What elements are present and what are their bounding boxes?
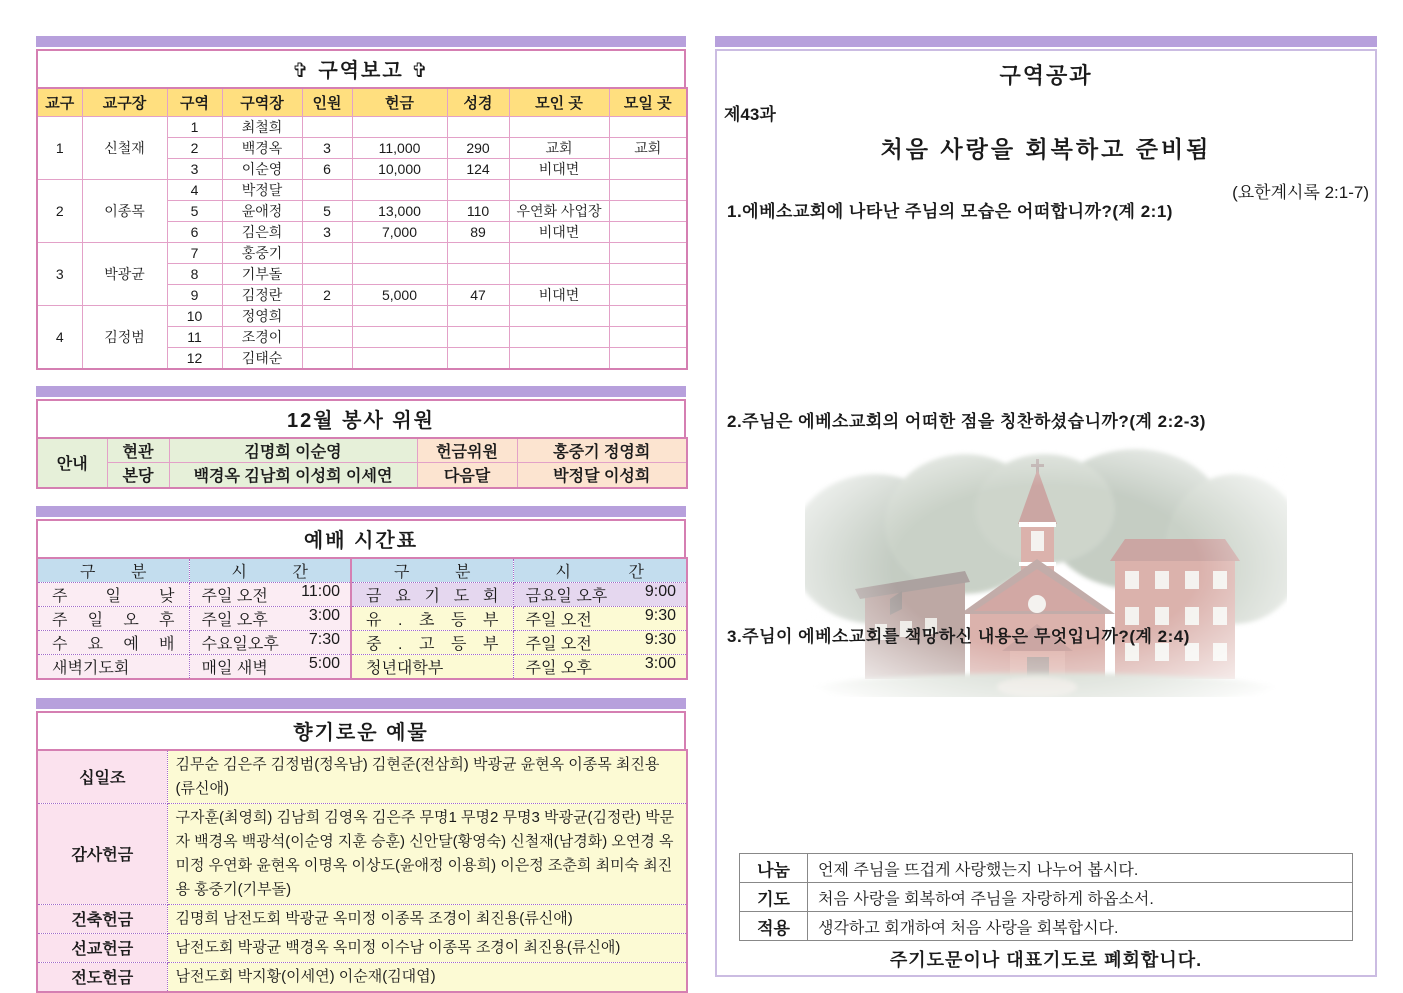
table-cell [189,654,351,679]
table-cell [509,326,609,347]
table-cell: 12 [167,347,222,369]
table-row [740,854,1353,883]
table-row [37,463,687,488]
table-cell [302,305,352,326]
table-cell [352,347,447,369]
schedule-time: 5:00 [308,654,340,672]
schedule-time: 3:00 [308,606,340,624]
table-header-cell: 교구장 [82,88,167,116]
table-cell [609,305,687,326]
lesson-title: 처음 사랑을 회복하고 준비됨 [880,136,1212,162]
table-row [37,582,687,606]
table-cell: 청년대학부 [351,654,513,679]
practice-label: 나눔 [740,854,808,883]
table-cell: 금 요 기 도 회 [351,582,513,606]
table-cell [302,116,352,137]
table-cell [609,116,687,137]
table-header-cell: 인원 [302,88,352,116]
district-report-title-text: 구역보고 [318,60,404,82]
table-cell: 홍중기 [222,242,302,263]
table-header-cell: 구 분 [37,558,189,583]
practice-table [739,853,1353,941]
table-cell [513,654,687,679]
table-cell [447,263,509,284]
table-cell [447,347,509,369]
section-divider-bar [36,36,686,47]
table-cell: 중 . 고 등 부 [351,630,513,654]
table-cell [609,263,687,284]
table-cell [509,116,609,137]
table-cell: 기부돌 [222,263,302,284]
schedule-when: 매일 새벽 [201,659,268,677]
offering-label: 감사헌금 [37,803,167,904]
table-cell: 비대면 [509,221,609,242]
table-row [37,904,687,933]
table-cell: 124 [447,158,509,179]
schedule-time: 9:30 [644,630,676,648]
table-cell: 3 [302,221,352,242]
table-cell: 박정달 [222,179,302,200]
table-cell [302,179,352,200]
bulletin-left-column [36,36,686,993]
table-row [37,962,687,992]
scripture-reference: (요한계시록 2:1-7) [1232,183,1369,202]
lesson-question-3: 3.주님이 에베소교회를 책망하신 내용은 무엇입니까?(계 2:4) [727,627,1190,646]
table-cell [609,284,687,305]
table-cell [609,326,687,347]
section-divider-bar [36,698,686,709]
cross-icon: ✞ [292,60,311,82]
table-cell: 주 일 낮 [37,582,189,606]
offering-names: 남전도회 박광균 백경옥 옥미정 이수남 이종목 조경이 최진용(류신애) [167,933,687,962]
table-cell [352,263,447,284]
cross-icon: ✞ [411,60,430,82]
table-cell: 김정란 [222,284,302,305]
schedule-time: 7:30 [308,630,340,648]
table-row [37,654,687,679]
table-cell [447,305,509,326]
schedule-time: 9:00 [644,582,676,600]
table-cell: 윤애정 [222,200,302,221]
table-cell [447,242,509,263]
table-cell: 3 [167,158,222,179]
church-illustration [805,439,1287,697]
table-cell: 9 [167,284,222,305]
table-cell [352,305,447,326]
table-cell: 47 [447,284,509,305]
table-cell: 교회 [609,137,687,158]
table-row [740,912,1353,941]
section-divider-bar [36,506,686,517]
section-divider-bar [715,36,1377,47]
table-cell [352,326,447,347]
table-cell [509,263,609,284]
table-cell: 조경이 [222,326,302,347]
table-cell: 1 [37,116,82,179]
table-cell: 헌금위원 [417,438,517,463]
worship-schedule-title: 예배 시간표 [36,519,686,557]
table-cell: 수 요 예 배 [37,630,189,654]
table-header-row [37,558,687,583]
table-header-cell: 성경 [447,88,509,116]
table-cell: 4 [37,305,82,369]
schedule-when: 금요일 오후 [525,587,608,605]
table-header-cell: 모인 곳 [509,88,609,116]
lesson-panel [715,49,1377,977]
table-cell: 이종목 [82,179,167,242]
table-cell: 비대면 [509,158,609,179]
table-cell [189,582,351,606]
table-cell: 김정범 [82,305,167,369]
table-cell [447,116,509,137]
table-cell [513,630,687,654]
lesson-question-2: 2.주님은 에베소교회의 어떠한 점을 칭찬하셨습니까?(계 2:2-3) [727,412,1206,431]
table-cell [509,347,609,369]
table-row [37,803,687,904]
table-cell: 2 [37,179,82,242]
table-cell [352,179,447,200]
offering-names: 구자훈(최영희) 김남희 김영옥 김은주 무명1 무명2 무명3 박광균(김정란) 박문자 백경옥 백광석(이순영 지훈 승훈) 신안달(황영숙) 신철재(남경화) 오연경 옥미정 우연화 윤현옥 이명옥 이상도(윤애정 이용희) 이은정 조춘희 최미숙 최진용 홍중기(기부돌) [167,803,687,904]
table-cell [509,242,609,263]
table-cell: 6 [167,221,222,242]
table-row [37,438,687,463]
table-row [37,305,687,326]
table-cell [189,630,351,654]
offering-label: 전도헌금 [37,962,167,992]
table-cell: 10,000 [352,158,447,179]
practice-text: 처음 사랑을 회복하여 주님을 자랑하게 하옵소서. [808,883,1353,912]
section-divider-bar [36,386,686,397]
offering-label: 십일조 [37,750,167,804]
table-cell [189,606,351,630]
offerings-title: 향기로운 예물 [36,711,686,749]
table-cell: 4 [167,179,222,200]
table-cell [302,326,352,347]
table-cell [447,179,509,200]
table-cell: 본당 [107,463,169,488]
table-cell: 우연화 사업장 [509,200,609,221]
table-cell: 이순영 [222,158,302,179]
table-header-cell: 시 간 [513,558,687,583]
table-cell: 신철재 [82,116,167,179]
table-cell: 11,000 [352,137,447,158]
table-cell: 7 [167,242,222,263]
table-cell: 13,000 [352,200,447,221]
table-cell: 5,000 [352,284,447,305]
table-cell: 김태순 [222,347,302,369]
table-cell: 89 [447,221,509,242]
table-cell [609,200,687,221]
table-cell: 다음달 [417,463,517,488]
table-header-cell: 구역 [167,88,222,116]
table-cell: 3 [302,137,352,158]
table-cell [609,158,687,179]
table-cell: 박정달 이성희 [517,463,687,488]
table-cell: 안내 [37,438,107,488]
table-header-cell: 교구 [37,88,82,116]
schedule-when: 수요일오후 [201,635,279,653]
table-cell: 현관 [107,438,169,463]
offerings-table [36,749,688,993]
schedule-time: 3:00 [644,654,676,672]
table-row [37,179,687,200]
table-cell [609,242,687,263]
schedule-when: 주일 오전 [525,611,592,629]
lesson-number: 제43과 [724,105,776,124]
table-cell: 백경옥 [222,137,302,158]
practice-text: 생각하고 회개하여 처음 사랑을 회복합시다. [808,912,1353,941]
closing-statement: 주기도문이나 대표기도로 폐회합니다. [889,950,1203,970]
schedule-when: 주일 오후 [525,659,592,677]
table-header-cell: 구 분 [351,558,513,583]
district-report-title [36,49,686,87]
table-cell [447,326,509,347]
offering-names: 김명희 남전도회 박광균 옥미정 이종목 조경이 최진용(류신애) [167,904,687,933]
watermark-fade [805,439,1287,697]
practice-label: 기도 [740,883,808,912]
schedule-when: 주일 오전 [201,587,268,605]
table-row [37,606,687,630]
practice-text: 언제 주님을 뜨겁게 사랑했는지 나누어 봅시다. [808,854,1353,883]
schedule-time: 11:00 [301,582,340,600]
table-cell: 8 [167,263,222,284]
table-cell: 주 일 오 후 [37,606,189,630]
district-report-table [36,87,688,370]
table-cell [509,179,609,200]
table-cell [513,582,687,606]
table-cell: 10 [167,305,222,326]
table-cell: 교회 [509,137,609,158]
table-cell [352,116,447,137]
table-cell [609,221,687,242]
table-cell [609,179,687,200]
table-cell: 새벽기도회 [37,654,189,679]
table-cell [513,606,687,630]
table-cell: 5 [302,200,352,221]
lesson-question-1: 1.에베소교회에 나타난 주님의 모습은 어떠합니까?(계 2:1) [727,202,1173,221]
table-cell: 110 [447,200,509,221]
table-cell: 6 [302,158,352,179]
table-header-cell: 헌금 [352,88,447,116]
table-header-cell: 모일 곳 [609,88,687,116]
table-cell: 김명희 이순영 [169,438,417,463]
service-committee-table [36,437,688,489]
offering-names: 남전도회 박지황(이세연) 이순재(김대엽) [167,962,687,992]
table-cell: 홍중기 정영희 [517,438,687,463]
offering-label: 선교헌금 [37,933,167,962]
lesson-panel-title: 구역공과 [999,63,1093,88]
table-cell: 유 . 초 등 부 [351,606,513,630]
schedule-when: 주일 오전 [525,635,592,653]
table-cell: 최철희 [222,116,302,137]
table-header-cell: 시 간 [189,558,351,583]
table-header-cell: 구역장 [222,88,302,116]
table-row [37,630,687,654]
table-cell [352,242,447,263]
practice-label: 적용 [740,912,808,941]
table-cell: 7,000 [352,221,447,242]
table-header-row [37,88,687,116]
table-row [37,116,687,137]
schedule-time: 9:30 [644,606,676,624]
table-cell: 5 [167,200,222,221]
offering-label: 건축헌금 [37,904,167,933]
table-row [37,933,687,962]
table-cell [302,242,352,263]
schedule-when: 주일 오후 [201,611,268,629]
table-row [740,883,1353,912]
table-cell: 2 [167,137,222,158]
table-cell: 2 [302,284,352,305]
offering-names: 김무순 김은주 김정범(정옥남) 김현준(전삼희) 박광균 윤현옥 이종목 최진용(류신애) [167,750,687,804]
table-cell: 3 [37,242,82,305]
table-cell: 1 [167,116,222,137]
table-cell: 백경옥 김남희 이성희 이세연 [169,463,417,488]
table-cell: 290 [447,137,509,158]
lesson-right-column [715,36,1377,977]
table-row [37,750,687,804]
table-cell: 정영희 [222,305,302,326]
table-cell: 김은희 [222,221,302,242]
practice-section [739,853,1353,941]
table-cell [609,347,687,369]
table-row [37,242,687,263]
table-cell [509,305,609,326]
table-cell: 박광균 [82,242,167,305]
table-cell [302,347,352,369]
table-cell [302,263,352,284]
table-cell: 비대면 [509,284,609,305]
table-cell: 11 [167,326,222,347]
service-committee-title: 12월 봉사 위원 [36,399,686,437]
worship-schedule-table [36,557,688,680]
